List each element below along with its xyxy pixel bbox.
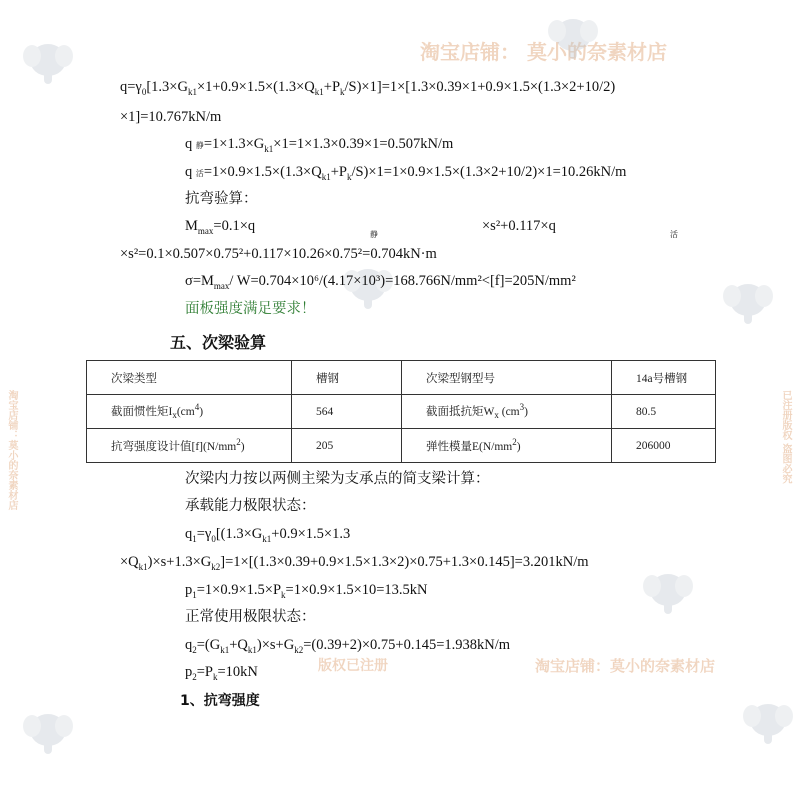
formula-sigma: $\sigma=M_{max}/$ W=0.704×10⁶/(4.17×10³)=168.766N/mm²<[f]=205N/mm²: [185, 273, 576, 291]
formula-q-live: q 活$=1\times 0.9\times 1.5\times(1.3\times Q_{k1}+P_k/S)\times 1=1\times 0.9\times 1.5\times(1.3\times 2+10/2)\times 1=10.26kN/m$: [185, 164, 627, 182]
secondary-beam-table: [86, 360, 716, 463]
formula-mmax-static-mark: 静: [370, 230, 378, 239]
watermark-shop-top: 淘宝店铺： 莫小的奈素材店: [420, 40, 667, 64]
subsection-title: 1、抗弯强度: [180, 693, 260, 709]
watermark-shop-bottom: 淘宝店铺：莫小的奈素材店: [535, 657, 716, 675]
table-cell: 80.5: [612, 395, 716, 429]
formula-mmax-live-mark: 活: [670, 230, 678, 239]
elephant-watermark-icon: [720, 270, 776, 330]
formula-p2: $p_2=P_k=10kN$: [185, 664, 258, 682]
formula-q1-result: $\times Q_{k1})\times s+1.3\times G_{k2}]=1\times[(1.3\times 0.39+0.9\times 1.5\times 1.3\times 2)\times 0.75+1.3\times 0.145]=3.201kN/m$: [120, 554, 589, 572]
table-cell: 截面抵抗矩$W_x$ $(cm^3)$: [402, 395, 612, 429]
formula-q-static: q 静$=1\times 1.3\times G_{k1}\times 1=1\times 1.3\times 0.39\times 1=0.507kN/m$: [185, 136, 454, 154]
elephant-watermark-icon: [545, 5, 601, 65]
table-cell: 564: [292, 395, 402, 429]
formula-q-total: $q=\gamma_0[1.3\times G_{k1}\times 1+0.9\times 1.5\times(1.3\times Q_{k1}+P_k/S)\times 1]=1\times[1.3\times 0.39\times 1+0.9\times 1.5\times(1.3\times 2+10/2)$: [120, 79, 616, 97]
table-row: [87, 395, 716, 429]
watermark-side-left: 淘宝店铺：莫小的奈素材店: [6, 390, 17, 510]
elephant-watermark-icon: [740, 690, 796, 750]
table-cell: 次梁类型: [87, 361, 292, 395]
table-cell: 206000: [612, 429, 716, 463]
section-title: 五、次梁验算: [170, 333, 267, 352]
formula-p1: $p_1=1\times 0.9\times 1.5\times P_k=1\times 0.9\times 1.5\times 10=13.5kN$: [185, 582, 428, 600]
elephant-watermark-icon: [640, 560, 696, 620]
table-cell: 205: [292, 429, 402, 463]
table-row: [87, 361, 716, 395]
formula-mmax: $M_{max}=0.1\times q$: [185, 218, 256, 236]
formula-q2: $q_2=(G_{k1}+Q_{k1})\times s+G_{k2}=(0.39+2)\times 0.75+0.145=1.938kN/m$: [185, 637, 511, 655]
panel-strength-conclusion: 面板强度满足要求！: [185, 301, 316, 317]
formula-q-total-result: ×1]=10.767kN/m: [120, 109, 222, 125]
table-cell: 截面惯性矩$I_x(cm^4)$: [87, 395, 292, 429]
watermark-side-right: 已注册版权 盗图必究: [780, 390, 791, 484]
formula-mmax-mid: ×s²+0.117×q: [482, 218, 556, 234]
elephant-watermark-icon: [20, 30, 76, 90]
bending-check-label: 抗弯验算：: [185, 191, 258, 207]
table-cell: 弹性模量$E(N/mm^2)$: [402, 429, 612, 463]
formula-q1: $q_1=\gamma_0[(1.3\times G_{k1}+0.9\times 1.5\times 1.3$: [185, 526, 351, 544]
ultimate-limit-label: 承载能力极限状态：: [185, 498, 316, 514]
table-cell: 抗弯强度设计值$[f](N/mm^2)$: [87, 429, 292, 463]
elephant-watermark-icon: [20, 700, 76, 760]
table-row: [87, 429, 716, 463]
formula-mmax-result: ×s²=0.1×0.507×0.75²+0.117×10.26×0.75²=0.704kN·m: [120, 246, 437, 262]
table-cell: 次梁型钢型号: [402, 361, 612, 395]
beam-intro: 次梁内力按以两侧主梁为支承点的简支梁计算：: [185, 471, 490, 487]
watermark-registered: 版权已注册: [318, 658, 388, 674]
table-cell: 14a号槽钢: [612, 361, 716, 395]
table-cell: 槽钢: [292, 361, 402, 395]
service-limit-label: 正常使用极限状态：: [185, 609, 316, 625]
